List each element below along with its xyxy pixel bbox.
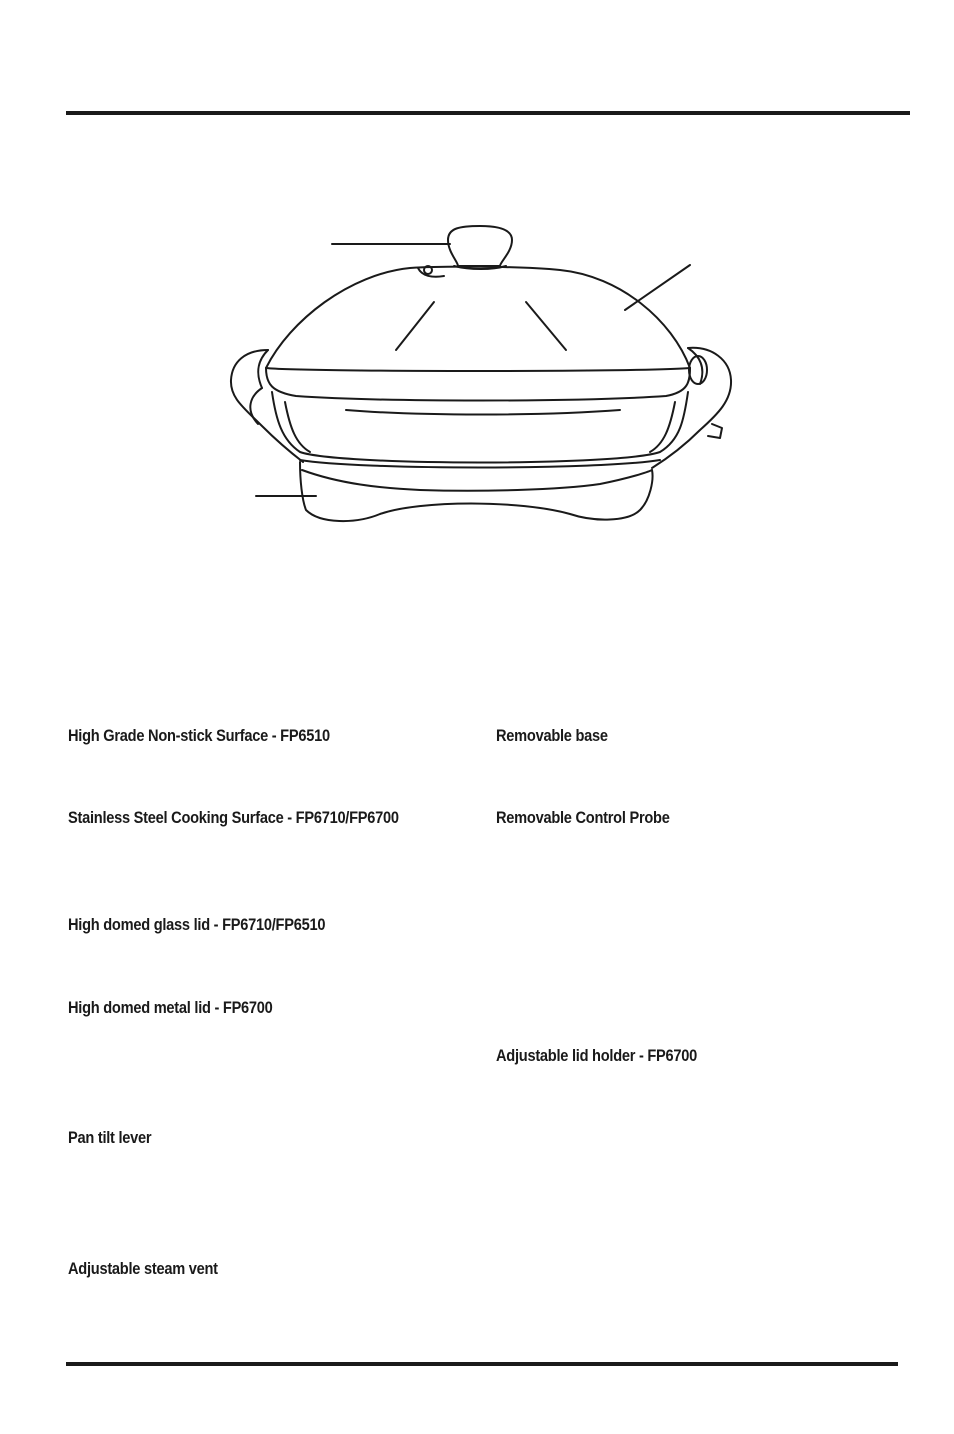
lid-leader-line (625, 265, 690, 310)
feature-glass-lid: High domed glass lid - FP6710/FP6510 (68, 915, 326, 934)
lid-rim (266, 368, 690, 401)
pan-body (272, 392, 688, 463)
bottom-rule (66, 1362, 898, 1366)
feature-removable-base: Removable base (496, 726, 608, 745)
feature-metal-lid: High domed metal lid - FP6700 (68, 998, 273, 1017)
feature-lid-holder: Adjustable lid holder - FP6700 (496, 1046, 698, 1065)
electric-frypan-icon (220, 220, 740, 540)
lid-knob (448, 226, 512, 266)
feature-nonstick-surface: High Grade Non-stick Surface - FP6510 (68, 726, 330, 745)
feature-stainless-surface: Stainless Steel Cooking Surface - FP6710/FP6700 (68, 808, 399, 827)
feature-steam-vent: Adjustable steam vent (68, 1259, 218, 1278)
top-rule (66, 111, 910, 115)
feature-tilt-lever: Pan tilt lever (68, 1128, 152, 1147)
feature-control-probe: Removable Control Probe (496, 808, 670, 827)
lid-dome (266, 267, 690, 368)
